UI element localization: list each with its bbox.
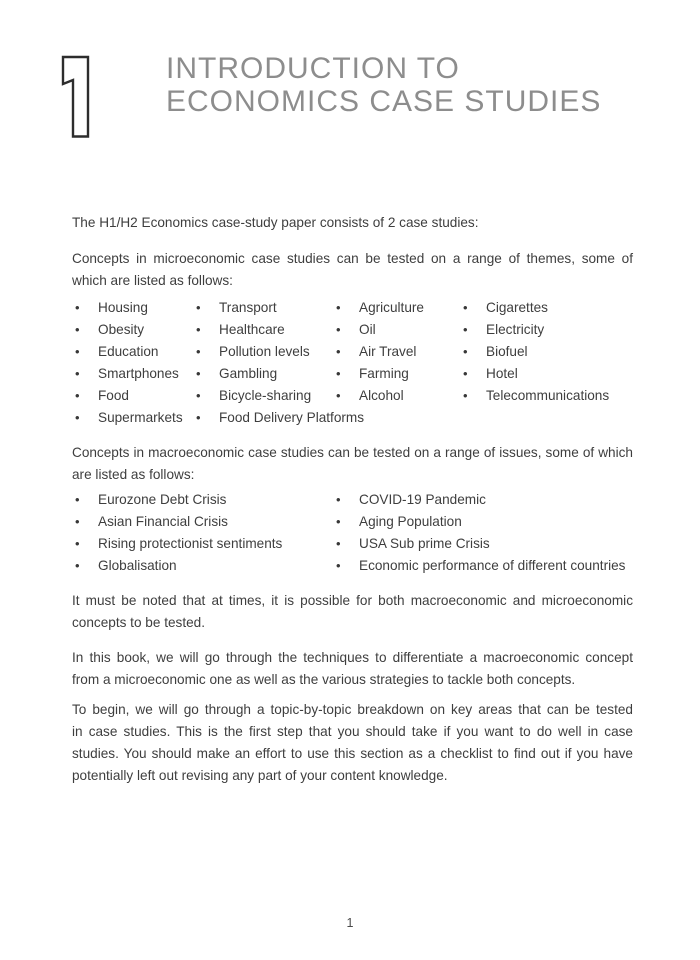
list-item xyxy=(72,407,193,429)
topic-label: USA Sub prime Crisis xyxy=(359,536,490,551)
topic-label: Hotel xyxy=(486,366,518,381)
list-item xyxy=(193,385,333,407)
text-line: from a microeconomic one as well as the various strategies to tackle both concepts. xyxy=(72,672,576,687)
list-item xyxy=(72,341,193,363)
paragraph-begin xyxy=(72,699,633,787)
bullet-icon xyxy=(333,489,359,511)
text-line: The H1/H2 Economics case-study paper consists of 2 case studies: xyxy=(72,215,479,230)
list-item xyxy=(333,297,460,319)
bullet-icon xyxy=(72,385,98,407)
bullet-icon xyxy=(72,489,98,511)
paragraph-book xyxy=(72,647,633,691)
list-item xyxy=(193,363,333,385)
topic-label: Food Delivery Platforms xyxy=(219,410,365,425)
topic-label: Agriculture xyxy=(359,300,424,315)
list-item xyxy=(333,363,460,385)
list-item xyxy=(193,319,333,341)
list-item xyxy=(193,297,333,319)
list-item xyxy=(460,341,633,363)
list-item xyxy=(72,533,333,555)
bullet-icon xyxy=(333,555,359,577)
list-item xyxy=(333,555,633,577)
bullet-icon xyxy=(460,341,486,363)
chapter-title xyxy=(166,52,601,118)
topic-label: Asian Financial Crisis xyxy=(98,514,228,529)
topic-label: Obesity xyxy=(98,322,145,337)
topic-label: Telecommunications xyxy=(486,388,610,403)
list-item xyxy=(193,407,633,429)
bullet-icon xyxy=(72,555,98,577)
bullet-icon xyxy=(193,385,219,407)
list-item xyxy=(72,363,193,385)
bullet-icon xyxy=(460,363,486,385)
chapter-title-line-2: ECONOMICS CASE STUDIES xyxy=(166,85,602,118)
bullet-icon xyxy=(333,533,359,555)
topic-label: Aging Population xyxy=(359,514,462,529)
topic-label: Oil xyxy=(359,322,376,337)
text-line: concepts to be tested. xyxy=(72,615,206,630)
text-line: In this book, we will go through the techniques to differentiate a macroeconomic concept xyxy=(72,650,633,665)
text-line: potentially left out revising any part of your content knowledge. xyxy=(72,768,448,783)
bullet-icon xyxy=(193,341,219,363)
bullet-icon xyxy=(72,363,98,385)
chapter-number-1-icon xyxy=(60,55,91,139)
topic-label: Electricity xyxy=(486,322,545,337)
topic-label: Supermarkets xyxy=(98,410,183,425)
bullet-icon xyxy=(333,319,359,341)
topic-label: Housing xyxy=(98,300,148,315)
topic-label: Globalisation xyxy=(98,558,177,573)
topic-label: Transport xyxy=(219,300,277,315)
bullet-icon xyxy=(333,385,359,407)
list-item xyxy=(193,341,333,363)
list-item xyxy=(333,341,460,363)
list-item xyxy=(460,363,633,385)
topic-label: Alcohol xyxy=(359,388,404,403)
text-line: It must be noted that at times, it is possible for both macroeconomic and microeconomic xyxy=(72,593,633,608)
list-item xyxy=(333,319,460,341)
bullet-icon xyxy=(72,341,98,363)
paragraph-note xyxy=(72,590,633,634)
bullet-icon xyxy=(193,407,219,429)
topic-label: Air Travel xyxy=(359,344,417,359)
chapter-title-line-1: INTRODUCTION TO xyxy=(166,52,460,85)
bullet-icon xyxy=(460,385,486,407)
topic-label: Biofuel xyxy=(486,344,528,359)
list-item xyxy=(333,489,633,511)
bullet-icon xyxy=(333,341,359,363)
topic-label: Healthcare xyxy=(219,322,285,337)
chapter-header xyxy=(60,52,640,139)
topic-label: COVID-19 Pandemic xyxy=(359,492,486,507)
list-item xyxy=(333,385,460,407)
bullet-icon xyxy=(193,319,219,341)
page-number: 1 xyxy=(346,916,354,930)
topic-label: Education xyxy=(98,344,159,359)
bullet-icon xyxy=(72,533,98,555)
topic-label: Economic performance of different countries xyxy=(359,558,626,573)
list-item xyxy=(72,297,193,319)
list-item xyxy=(72,385,193,407)
topic-label: Farming xyxy=(359,366,409,381)
macroeconomic-topic-list xyxy=(72,489,633,577)
bullet-icon xyxy=(72,297,98,319)
text-line: in case studies. This is the first step that you should take if you want to do well in case xyxy=(72,724,633,739)
paragraph-macro-intro xyxy=(72,442,633,486)
list-item xyxy=(72,489,333,511)
paragraph-intro xyxy=(72,212,633,234)
bullet-icon xyxy=(333,297,359,319)
list-item xyxy=(72,319,193,341)
list-item xyxy=(72,511,333,533)
bullet-icon xyxy=(333,363,359,385)
topic-label: Food xyxy=(98,388,129,403)
bullet-icon xyxy=(460,319,486,341)
list-item xyxy=(460,385,633,407)
topic-label: Gambling xyxy=(219,366,278,381)
list-item xyxy=(333,533,633,555)
text-line: are listed as follows: xyxy=(72,467,195,482)
topic-label: Bicycle-sharing xyxy=(219,388,312,403)
bullet-icon xyxy=(193,297,219,319)
paragraph-micro-intro xyxy=(72,248,633,292)
list-item xyxy=(460,319,633,341)
bullet-icon xyxy=(333,511,359,533)
topic-label: Eurozone Debt Crisis xyxy=(98,492,227,507)
page-body xyxy=(72,212,633,787)
text-line: which are listed as follows: xyxy=(72,273,233,288)
text-line: Concepts in macroeconomic case studies can be tested on a range of issues, some of which xyxy=(72,445,633,460)
topic-label: Rising protectionist sentiments xyxy=(98,536,283,551)
text-line: studies. You should make an effort to use this section as a checklist to find out if you have xyxy=(72,746,633,761)
bullet-icon xyxy=(72,511,98,533)
list-item xyxy=(72,555,333,577)
text-line: To begin, we will go through a topic-by-topic breakdown on key areas that can be tested xyxy=(72,702,633,717)
bullet-icon xyxy=(460,297,486,319)
text-line: Concepts in microeconomic case studies can be tested on a range of themes, some of xyxy=(72,251,633,266)
bullet-icon xyxy=(72,319,98,341)
bullet-icon xyxy=(193,363,219,385)
list-item xyxy=(333,511,633,533)
topic-label: Smartphones xyxy=(98,366,179,381)
microeconomic-topic-list xyxy=(72,297,633,429)
bullet-icon xyxy=(72,407,98,429)
list-item xyxy=(460,297,633,319)
topic-label: Pollution levels xyxy=(219,344,310,359)
topic-label: Cigarettes xyxy=(486,300,548,315)
